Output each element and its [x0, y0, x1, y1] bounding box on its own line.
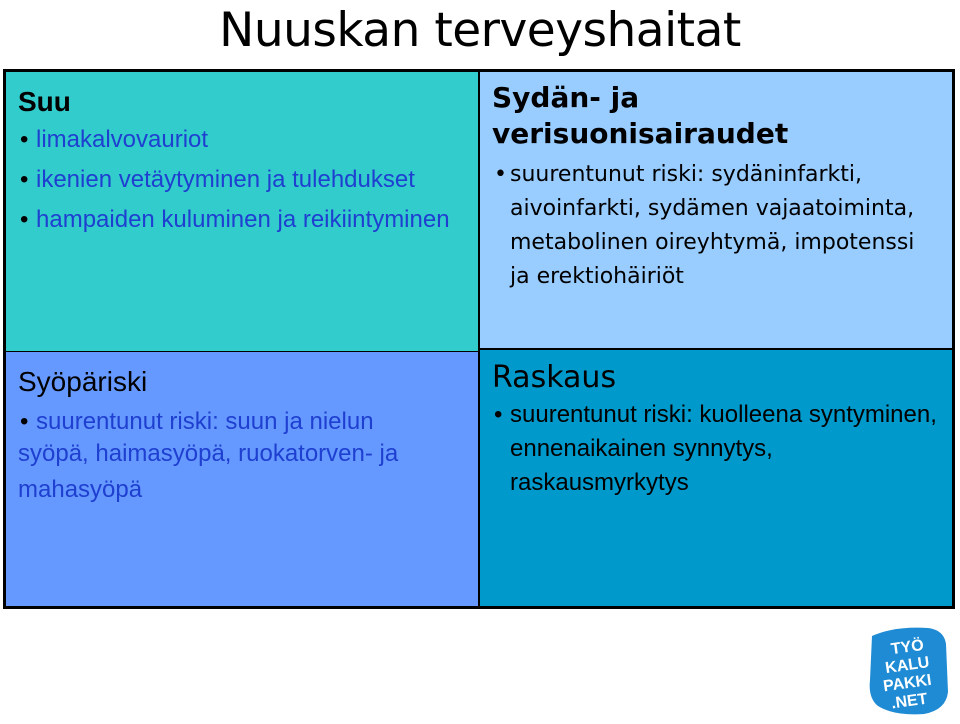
list-item: • limakalvovauriot: [18, 126, 466, 154]
page-title: Nuuskan terveyshaitat: [219, 3, 741, 58]
section-heading-cancer-risk: Syöpäriski: [18, 366, 148, 397]
section-cancer-risk: [6, 352, 478, 606]
mouth-list: [18, 126, 466, 234]
section-heading-cardiovascular: Sydän- ja verisuonisairaudet: [492, 81, 789, 150]
cancer-risk-list: [18, 408, 466, 436]
list-item: • ikenien vetäytyminen ja tulehdukset: [18, 166, 466, 194]
list-item: • suurentunut riski: sydäninfarkti, aivoinfarkti, sydämen vajaatoiminta, metabolinen oireyhtymä, impotenssi ja erektiohäiriöt: [492, 158, 940, 294]
tyokalupakki-logo-icon: [864, 622, 952, 718]
list-item: • hampaiden kuluminen ja reikiintyminen: [18, 206, 466, 234]
logo-text-line3: PAKKI: [882, 671, 933, 696]
section-pregnancy: [480, 350, 952, 606]
cancer-risk-continuation: syöpä, haimasyöpä, ruokatorven- ja mahasyöpä: [18, 440, 399, 503]
logo-text-line1: TYÖ: [889, 636, 925, 659]
list-item: • suurentunut riski: suun ja nielun: [18, 408, 466, 436]
logo-text-line2: KALU: [884, 654, 931, 678]
section-heading-pregnancy: Raskaus: [492, 360, 617, 395]
logo-text-line4: .NET: [890, 690, 929, 713]
section-heading-mouth: Suu: [18, 86, 71, 117]
health-risk-grid: [3, 69, 955, 609]
cardiovascular-list: [492, 158, 940, 294]
list-item: • suurentunut riski: kuolleena syntyminen, ennenaikainen synnytys, raskausmyrkytys: [492, 398, 940, 500]
section-mouth: [6, 72, 478, 351]
section-cardiovascular: [480, 72, 952, 348]
pregnancy-list: [492, 398, 940, 500]
